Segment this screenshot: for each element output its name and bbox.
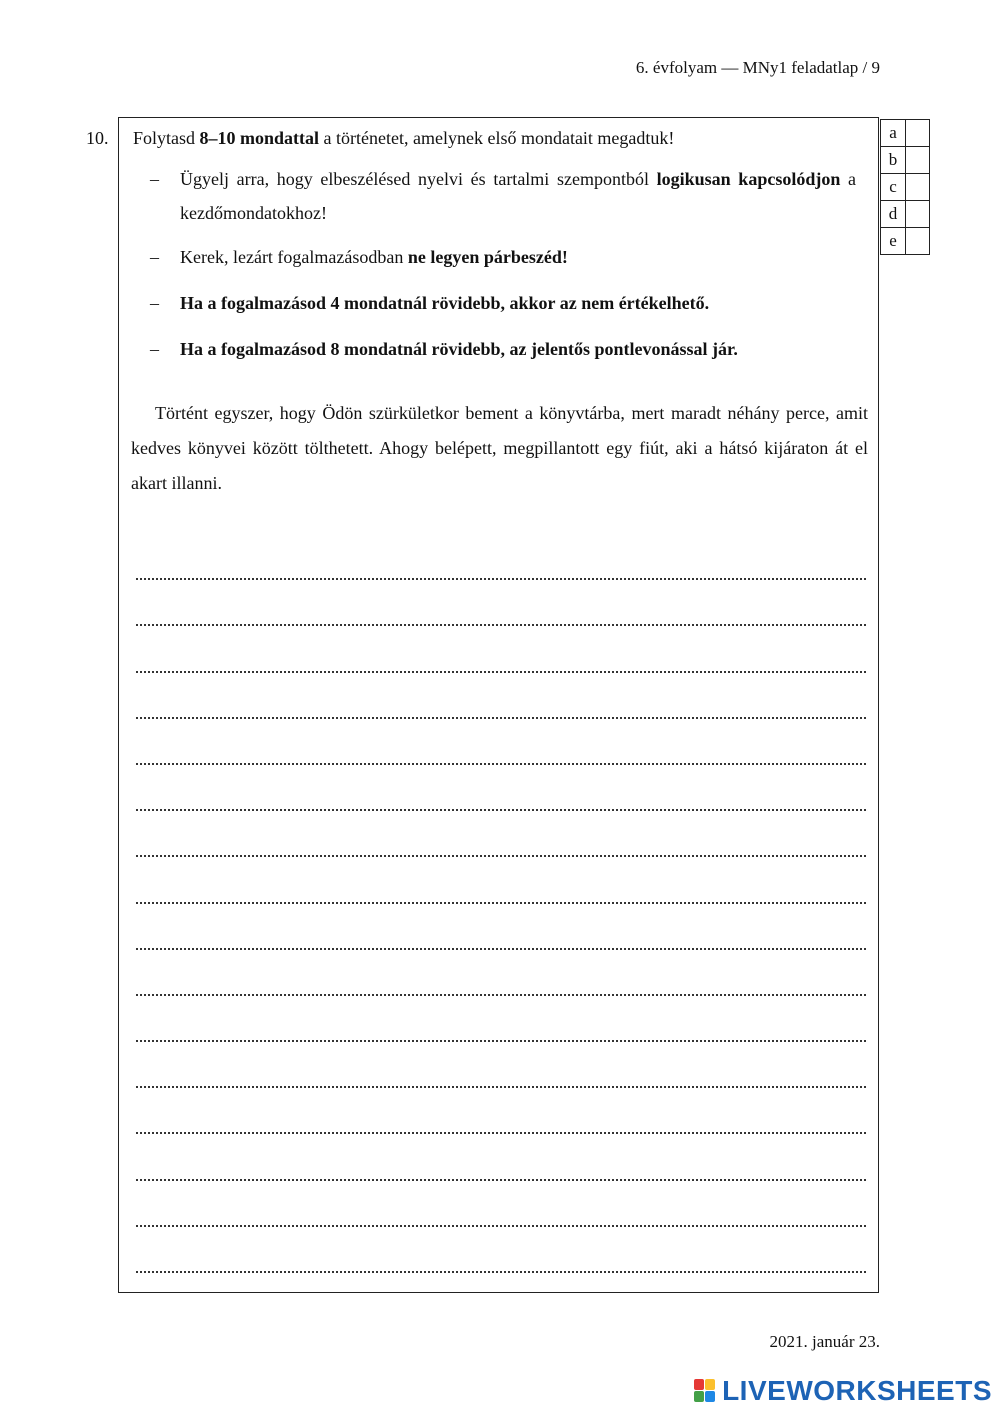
score-label: e	[881, 228, 906, 255]
rule-bold-text: ne legyen párbeszéd!	[407, 247, 568, 267]
score-row	[881, 201, 930, 228]
score-label: b	[881, 147, 906, 174]
answer-line[interactable]	[136, 1134, 866, 1180]
answer-line[interactable]	[136, 1042, 866, 1088]
rule-bold-text: logikusan kapcsolódjon	[656, 169, 841, 189]
answer-line[interactable]	[136, 996, 866, 1042]
footer-date: 2021. január 23.	[769, 1332, 880, 1351]
answer-area[interactable]	[136, 534, 866, 1273]
rule-item	[150, 162, 856, 230]
rule-text: a kezdőmondatokhoz!	[180, 169, 856, 223]
score-box[interactable]	[906, 201, 930, 228]
answer-line[interactable]	[136, 950, 866, 996]
rules-list	[150, 162, 856, 366]
story-opening: Történt egyszer, hogy Ödön szürkületkor bement a könyvtárba, mert maradt néhány perce, amit kedves könyvei között tölthetett. Ahogy belépett, megpillantott egy fiút, aki a hátsó kijáraton át el akart illanni.	[131, 403, 868, 493]
score-label: a	[881, 120, 906, 147]
answer-line[interactable]	[136, 534, 866, 580]
score-row	[881, 228, 930, 255]
rule-item	[150, 332, 856, 366]
score-table	[880, 119, 930, 255]
instruction-post: a történetet, amelynek első mondatait megadtuk!	[319, 128, 675, 148]
instruction-pre: Folytasd	[133, 128, 200, 148]
answer-line[interactable]	[136, 904, 866, 950]
score-label: d	[881, 201, 906, 228]
page-header: 6. évfolyam — MNy1 feladatlap / 9	[635, 58, 880, 77]
rule-item	[150, 286, 856, 320]
answer-line[interactable]	[136, 626, 866, 672]
score-row	[881, 120, 930, 147]
score-label: c	[881, 174, 906, 201]
answer-line[interactable]	[136, 719, 866, 765]
instruction-bold: 8–10 mondattal	[199, 128, 320, 148]
answer-line[interactable]	[136, 765, 866, 811]
rule-item	[150, 240, 856, 274]
task-number: 10.	[86, 128, 109, 148]
answer-line[interactable]	[136, 673, 866, 719]
task-instruction	[133, 128, 674, 149]
rule-bold-text: Ha a fogalmazásod 4 mondatnál rövidebb, akkor az nem értékelhető.	[180, 293, 710, 313]
score-box[interactable]	[906, 120, 930, 147]
answer-line[interactable]	[136, 857, 866, 903]
score-row	[881, 174, 930, 201]
liveworksheets-icon	[694, 1379, 716, 1403]
answer-line[interactable]	[136, 580, 866, 626]
score-box[interactable]	[906, 228, 930, 255]
rule-text: Ügyelj arra, hogy elbeszélésed nyelvi és tartalmi szempontból	[180, 169, 657, 189]
answer-line[interactable]	[136, 1181, 866, 1227]
score-box[interactable]	[906, 174, 930, 201]
rule-bold-text: Ha a fogalmazásod 8 mondatnál rövidebb, az jelentős pontlevonással jár.	[180, 339, 738, 359]
answer-line[interactable]	[136, 1088, 866, 1134]
liveworksheets-logo	[694, 1375, 992, 1407]
rule-text: Kerek, lezárt fogalmazásodban	[180, 247, 408, 267]
answer-line[interactable]	[136, 1227, 866, 1273]
score-row	[881, 147, 930, 174]
answer-line[interactable]	[136, 811, 866, 857]
brand-name: LIVEWORKSHEETS	[722, 1375, 992, 1406]
score-box[interactable]	[906, 147, 930, 174]
